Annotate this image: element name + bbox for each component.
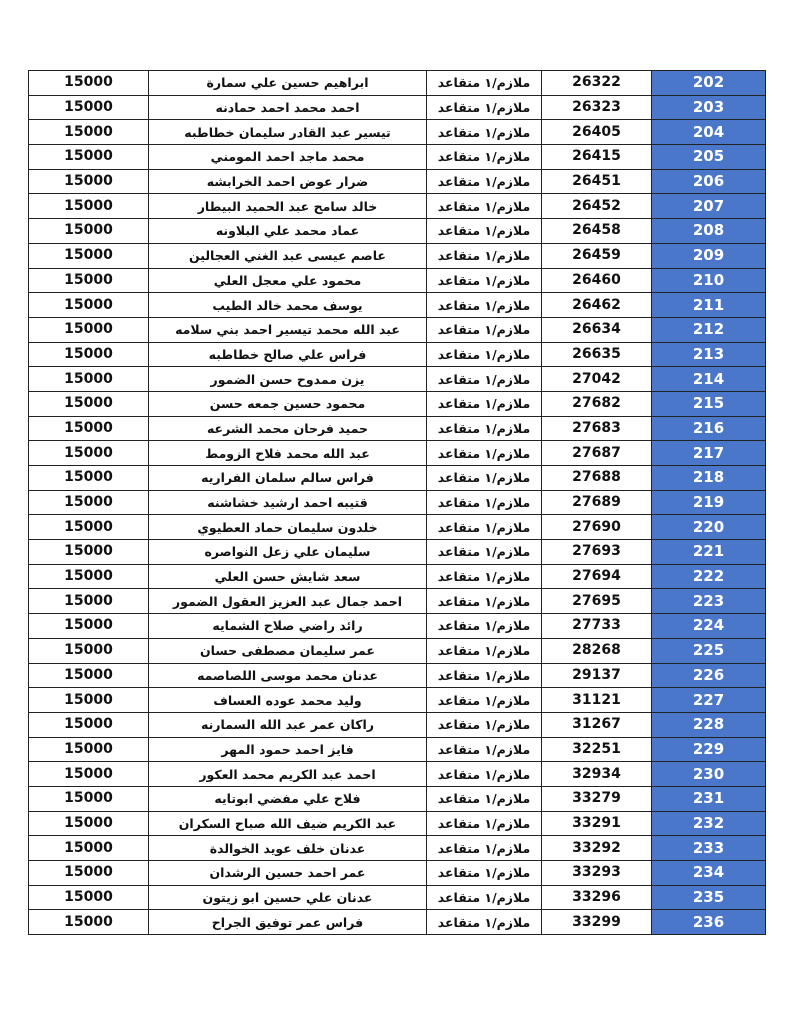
table-row — [29, 342, 766, 367]
sequence-number-cell: 235 — [652, 885, 766, 910]
military-number-cell: 26462 — [542, 293, 652, 318]
amount-cell: 15000 — [29, 564, 149, 589]
rank-cell: ملازم/١ متقاعد — [427, 861, 542, 886]
military-number-cell: 26452 — [542, 194, 652, 219]
table-row — [29, 466, 766, 491]
military-number-cell: 33279 — [542, 786, 652, 811]
table-row — [29, 614, 766, 639]
rank-cell: ملازم/١ متقاعد — [427, 466, 542, 491]
name-cell: عبد الكريم ضيف الله صباح السكران — [149, 811, 427, 836]
amount-cell: 15000 — [29, 95, 149, 120]
military-number-cell: 32251 — [542, 737, 652, 762]
retirees-table — [28, 70, 766, 935]
table-row — [29, 861, 766, 886]
amount-cell: 15000 — [29, 416, 149, 441]
sequence-number-cell: 222 — [652, 564, 766, 589]
rank-cell: ملازم/١ متقاعد — [427, 120, 542, 145]
name-cell: فراس عمر توفيق الجراح — [149, 910, 427, 935]
name-cell: احمد عبد الكريم محمد العكور — [149, 762, 427, 787]
table-row — [29, 268, 766, 293]
name-cell: سليمان علي زعل النواصره — [149, 540, 427, 565]
military-number-cell: 26459 — [542, 243, 652, 268]
military-number-cell: 27695 — [542, 589, 652, 614]
rank-cell: ملازم/١ متقاعد — [427, 712, 542, 737]
table-row — [29, 811, 766, 836]
table-row — [29, 638, 766, 663]
name-cell: عدنان محمد موسى اللصاصمه — [149, 663, 427, 688]
military-number-cell: 26458 — [542, 219, 652, 244]
rank-cell: ملازم/١ متقاعد — [427, 786, 542, 811]
table-row — [29, 219, 766, 244]
name-cell: حميد فرحان محمد الشرعه — [149, 416, 427, 441]
name-cell: احمد محمد احمد حمادنه — [149, 95, 427, 120]
amount-cell: 15000 — [29, 885, 149, 910]
sequence-number-cell: 219 — [652, 490, 766, 515]
rank-cell: ملازم/١ متقاعد — [427, 391, 542, 416]
table-row — [29, 194, 766, 219]
table-row — [29, 391, 766, 416]
amount-cell: 15000 — [29, 861, 149, 886]
table-row — [29, 441, 766, 466]
rank-cell: ملازم/١ متقاعد — [427, 515, 542, 540]
rank-cell: ملازم/١ متقاعد — [427, 367, 542, 392]
amount-cell: 15000 — [29, 71, 149, 96]
military-number-cell: 27694 — [542, 564, 652, 589]
rank-cell: ملازم/١ متقاعد — [427, 762, 542, 787]
military-number-cell: 31121 — [542, 688, 652, 713]
name-cell: ابراهيم حسين علي سمارة — [149, 71, 427, 96]
table-row — [29, 515, 766, 540]
sequence-number-cell: 207 — [652, 194, 766, 219]
military-number-cell: 27693 — [542, 540, 652, 565]
military-number-cell: 28268 — [542, 638, 652, 663]
name-cell: ضرار عوض احمد الخرابشه — [149, 169, 427, 194]
amount-cell: 15000 — [29, 515, 149, 540]
military-number-cell: 27689 — [542, 490, 652, 515]
table-row — [29, 95, 766, 120]
name-cell: فايز احمد حمود المهر — [149, 737, 427, 762]
amount-cell: 15000 — [29, 589, 149, 614]
rank-cell: ملازم/١ متقاعد — [427, 663, 542, 688]
amount-cell: 15000 — [29, 737, 149, 762]
military-number-cell: 26634 — [542, 317, 652, 342]
sequence-number-cell: 215 — [652, 391, 766, 416]
table-row — [29, 786, 766, 811]
table-row — [29, 688, 766, 713]
amount-cell: 15000 — [29, 391, 149, 416]
name-cell: رائد راضي صلاح الشمايه — [149, 614, 427, 639]
sequence-number-cell: 211 — [652, 293, 766, 318]
rank-cell: ملازم/١ متقاعد — [427, 342, 542, 367]
sequence-number-cell: 206 — [652, 169, 766, 194]
sequence-number-cell: 226 — [652, 663, 766, 688]
military-number-cell: 27687 — [542, 441, 652, 466]
amount-cell: 15000 — [29, 441, 149, 466]
table-row — [29, 120, 766, 145]
name-cell: وليد محمد عوده العساف — [149, 688, 427, 713]
name-cell: فراس سالم سلمان الفراريه — [149, 466, 427, 491]
rank-cell: ملازم/١ متقاعد — [427, 490, 542, 515]
amount-cell: 15000 — [29, 638, 149, 663]
name-cell: يوسف محمد خالد الطيب — [149, 293, 427, 318]
sequence-number-cell: 236 — [652, 910, 766, 935]
name-cell: قتيبه احمد ارشيد خشاشنه — [149, 490, 427, 515]
name-cell: عدنان علي حسين ابو زيتون — [149, 885, 427, 910]
rank-cell: ملازم/١ متقاعد — [427, 638, 542, 663]
table-row — [29, 145, 766, 170]
military-number-cell: 27733 — [542, 614, 652, 639]
amount-cell: 15000 — [29, 342, 149, 367]
amount-cell: 15000 — [29, 663, 149, 688]
military-number-cell: 26322 — [542, 71, 652, 96]
military-number-cell: 27688 — [542, 466, 652, 491]
sequence-number-cell: 213 — [652, 342, 766, 367]
sequence-number-cell: 217 — [652, 441, 766, 466]
amount-cell: 15000 — [29, 169, 149, 194]
military-number-cell: 27682 — [542, 391, 652, 416]
sequence-number-cell: 231 — [652, 786, 766, 811]
sequence-number-cell: 230 — [652, 762, 766, 787]
sequence-number-cell: 221 — [652, 540, 766, 565]
rank-cell: ملازم/١ متقاعد — [427, 614, 542, 639]
sequence-number-cell: 203 — [652, 95, 766, 120]
sequence-number-cell: 228 — [652, 712, 766, 737]
table-row — [29, 564, 766, 589]
military-number-cell: 29137 — [542, 663, 652, 688]
military-number-cell: 33299 — [542, 910, 652, 935]
table-row — [29, 836, 766, 861]
amount-cell: 15000 — [29, 243, 149, 268]
table-row — [29, 293, 766, 318]
name-cell: عاصم عيسى عبد الغني العجالين — [149, 243, 427, 268]
rank-cell: ملازم/١ متقاعد — [427, 416, 542, 441]
table-row — [29, 589, 766, 614]
amount-cell: 15000 — [29, 688, 149, 713]
amount-cell: 15000 — [29, 367, 149, 392]
sequence-number-cell: 234 — [652, 861, 766, 886]
table-row — [29, 416, 766, 441]
table-row — [29, 762, 766, 787]
military-number-cell: 33293 — [542, 861, 652, 886]
name-cell: خالد سامح عبد الحميد البيطار — [149, 194, 427, 219]
military-number-cell: 27683 — [542, 416, 652, 441]
amount-cell: 15000 — [29, 910, 149, 935]
amount-cell: 15000 — [29, 219, 149, 244]
military-number-cell: 33296 — [542, 885, 652, 910]
rank-cell: ملازم/١ متقاعد — [427, 441, 542, 466]
military-number-cell: 26323 — [542, 95, 652, 120]
sequence-number-cell: 233 — [652, 836, 766, 861]
rank-cell: ملازم/١ متقاعد — [427, 910, 542, 935]
rank-cell: ملازم/١ متقاعد — [427, 243, 542, 268]
rank-cell: ملازم/١ متقاعد — [427, 194, 542, 219]
rank-cell: ملازم/١ متقاعد — [427, 268, 542, 293]
amount-cell: 15000 — [29, 540, 149, 565]
sequence-number-cell: 224 — [652, 614, 766, 639]
amount-cell: 15000 — [29, 811, 149, 836]
table-row — [29, 243, 766, 268]
table-row — [29, 910, 766, 935]
sequence-number-cell: 216 — [652, 416, 766, 441]
name-cell: احمد جمال عبد العزيز العقول الضمور — [149, 589, 427, 614]
table-row — [29, 885, 766, 910]
rank-cell: ملازم/١ متقاعد — [427, 811, 542, 836]
name-cell: خلدون سليمان حماد العطيوي — [149, 515, 427, 540]
rank-cell: ملازم/١ متقاعد — [427, 688, 542, 713]
name-cell: محمد ماجد احمد المومني — [149, 145, 427, 170]
sequence-number-cell: 204 — [652, 120, 766, 145]
sequence-number-cell: 223 — [652, 589, 766, 614]
table-row — [29, 367, 766, 392]
name-cell: محمود حسين جمعه حسن — [149, 391, 427, 416]
amount-cell: 15000 — [29, 836, 149, 861]
sequence-number-cell: 229 — [652, 737, 766, 762]
military-number-cell: 26415 — [542, 145, 652, 170]
table-row — [29, 169, 766, 194]
table-row — [29, 712, 766, 737]
rank-cell: ملازم/١ متقاعد — [427, 219, 542, 244]
amount-cell: 15000 — [29, 762, 149, 787]
rank-cell: ملازم/١ متقاعد — [427, 564, 542, 589]
name-cell: عمر احمد حسين الرشدان — [149, 861, 427, 886]
amount-cell: 15000 — [29, 712, 149, 737]
rank-cell: ملازم/١ متقاعد — [427, 145, 542, 170]
military-number-cell: 27690 — [542, 515, 652, 540]
sequence-number-cell: 232 — [652, 811, 766, 836]
amount-cell: 15000 — [29, 786, 149, 811]
sequence-number-cell: 205 — [652, 145, 766, 170]
amount-cell: 15000 — [29, 490, 149, 515]
military-number-cell: 33292 — [542, 836, 652, 861]
amount-cell: 15000 — [29, 268, 149, 293]
sequence-number-cell: 210 — [652, 268, 766, 293]
rank-cell: ملازم/١ متقاعد — [427, 293, 542, 318]
name-cell: راكان عمر عبد الله السمارنه — [149, 712, 427, 737]
rank-cell: ملازم/١ متقاعد — [427, 836, 542, 861]
sequence-number-cell: 202 — [652, 71, 766, 96]
sequence-number-cell: 218 — [652, 466, 766, 491]
name-cell: تيسير عبد القادر سليمان خطاطبه — [149, 120, 427, 145]
sequence-number-cell: 214 — [652, 367, 766, 392]
amount-cell: 15000 — [29, 614, 149, 639]
sequence-number-cell: 220 — [652, 515, 766, 540]
rank-cell: ملازم/١ متقاعد — [427, 95, 542, 120]
table-row — [29, 490, 766, 515]
sequence-number-cell: 227 — [652, 688, 766, 713]
military-number-cell: 27042 — [542, 367, 652, 392]
rank-cell: ملازم/١ متقاعد — [427, 169, 542, 194]
amount-cell: 15000 — [29, 466, 149, 491]
military-number-cell: 26635 — [542, 342, 652, 367]
military-number-cell: 32934 — [542, 762, 652, 787]
name-cell: عبد الله محمد فلاح الزومط — [149, 441, 427, 466]
military-number-cell: 26405 — [542, 120, 652, 145]
rank-cell: ملازم/١ متقاعد — [427, 540, 542, 565]
amount-cell: 15000 — [29, 194, 149, 219]
table-row — [29, 737, 766, 762]
amount-cell: 15000 — [29, 317, 149, 342]
military-number-cell: 33291 — [542, 811, 652, 836]
rank-cell: ملازم/١ متقاعد — [427, 589, 542, 614]
sequence-number-cell: 209 — [652, 243, 766, 268]
sequence-number-cell: 212 — [652, 317, 766, 342]
name-cell: عبد الله محمد تيسير احمد بني سلامه — [149, 317, 427, 342]
amount-cell: 15000 — [29, 120, 149, 145]
sequence-number-cell: 225 — [652, 638, 766, 663]
military-number-cell: 31267 — [542, 712, 652, 737]
amount-cell: 15000 — [29, 145, 149, 170]
table-row — [29, 540, 766, 565]
name-cell: عدنان خلف عويد الخوالدة — [149, 836, 427, 861]
military-number-cell: 26451 — [542, 169, 652, 194]
name-cell: محمود علي معجل العلي — [149, 268, 427, 293]
table-row — [29, 317, 766, 342]
name-cell: فلاح علي مفضي ابوتايه — [149, 786, 427, 811]
amount-cell: 15000 — [29, 293, 149, 318]
name-cell: عمر سليمان مصطفى حسان — [149, 638, 427, 663]
rank-cell: ملازم/١ متقاعد — [427, 885, 542, 910]
military-number-cell: 26460 — [542, 268, 652, 293]
name-cell: سعد شايش حسن العلي — [149, 564, 427, 589]
name-cell: فراس علي صالح خطاطبه — [149, 342, 427, 367]
name-cell: عماد محمد علي البلاونه — [149, 219, 427, 244]
sequence-number-cell: 208 — [652, 219, 766, 244]
rank-cell: ملازم/١ متقاعد — [427, 317, 542, 342]
table-row — [29, 663, 766, 688]
table-row — [29, 71, 766, 96]
rank-cell: ملازم/١ متقاعد — [427, 71, 542, 96]
name-cell: يزن ممدوح حسن الضمور — [149, 367, 427, 392]
rank-cell: ملازم/١ متقاعد — [427, 737, 542, 762]
table-body — [29, 71, 766, 935]
